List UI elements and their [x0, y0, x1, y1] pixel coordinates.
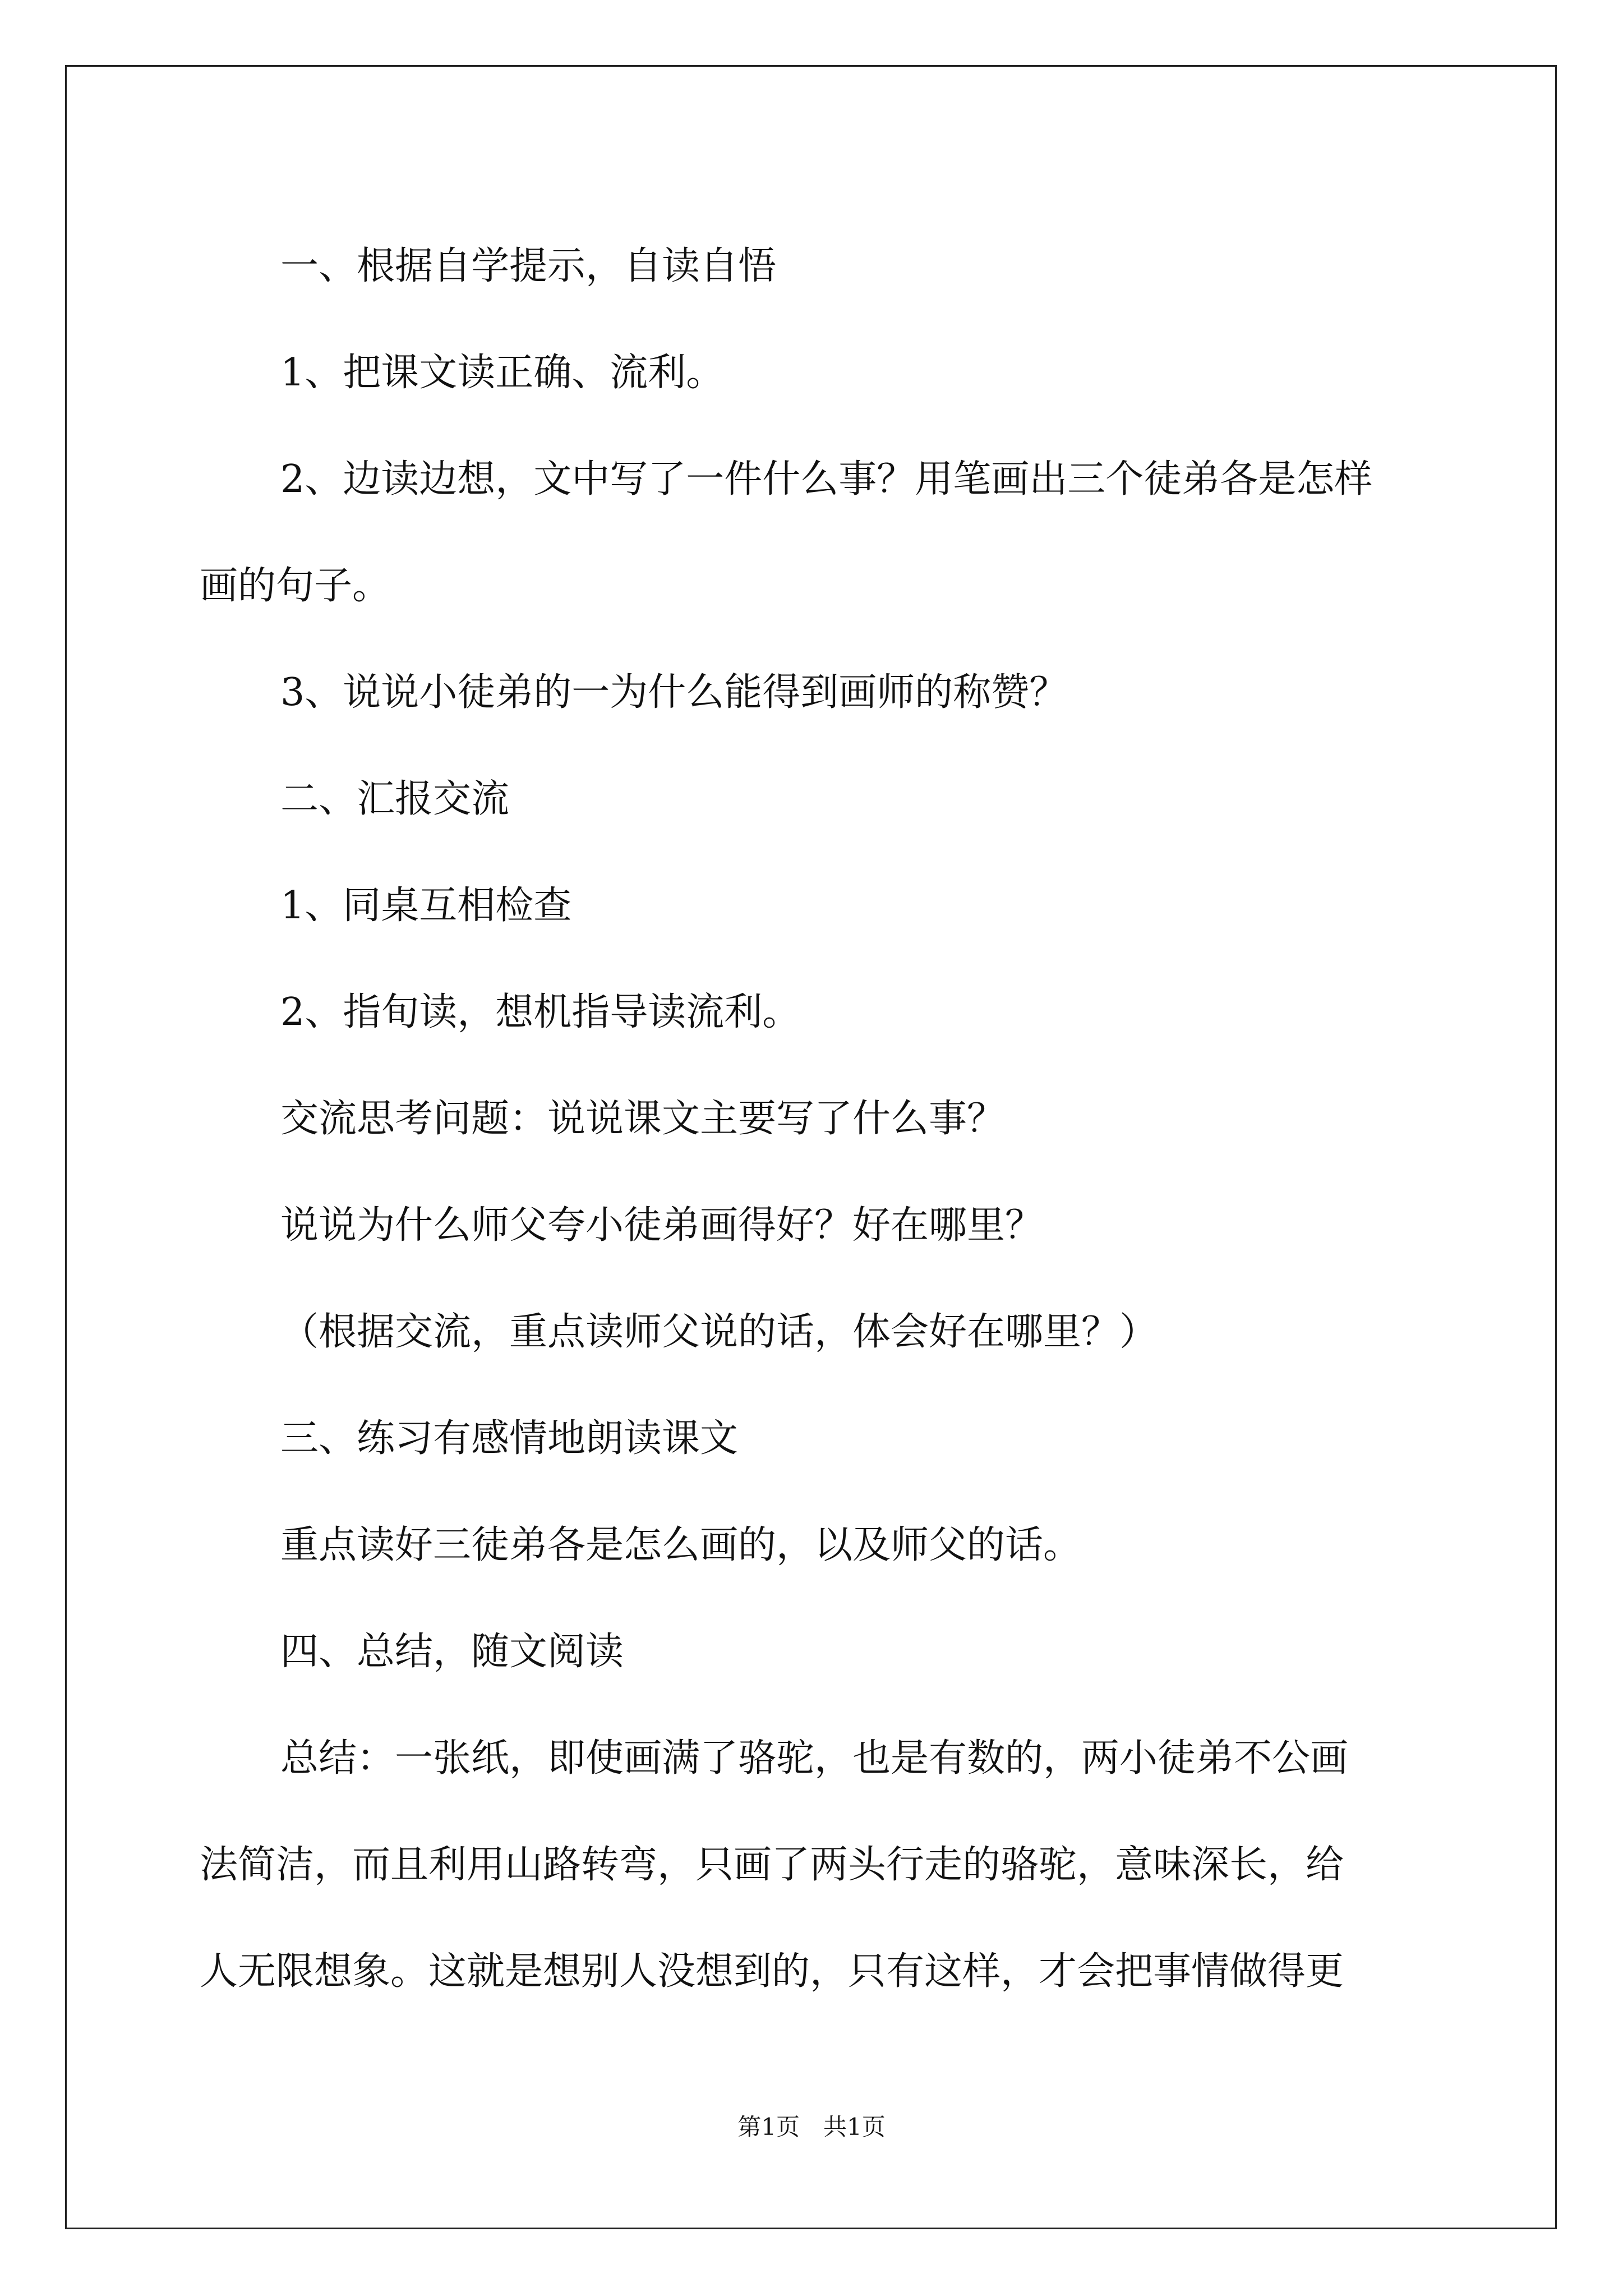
page-number-footer: 第1页 共1页 — [737, 2113, 886, 2141]
paragraph-line: 法简洁，而且利用山路转弯，只画了两头行走的骆驼，意味深长，给 — [200, 1843, 1344, 1887]
paragraph-heading-1: 一、根据自学提示，自读自悟 — [280, 244, 777, 288]
paragraph-heading-4: 四、总结，随文阅读 — [280, 1630, 624, 1674]
paragraph-line: 2、边读边想，文中写了一件什么事？用笔画出三个徒弟各是怎样 — [280, 457, 1373, 501]
paragraph-line: 交流思考问题：说说课文主要写了什么事？ — [280, 1097, 1006, 1141]
paragraph-heading-3: 三、练习有感情地朗读课文 — [280, 1416, 739, 1461]
paragraph-line: 画的句子。 — [200, 564, 391, 608]
paragraph-line: 说说为什么师父夸小徒弟画得好？好在哪里？ — [280, 1203, 1044, 1248]
paragraph-line: 重点读好三徒弟各是怎么画的，以及师父的话。 — [280, 1523, 1082, 1567]
paragraph-line: 总结：一张纸，即使画满了骆驼，也是有数的，两小徒弟不公画 — [280, 1736, 1349, 1780]
paragraph-line: 3、说说小徒弟的一为什么能得到画师的称赞？ — [280, 670, 1068, 715]
paragraph-line: 1、把课文读正确、流利。 — [280, 351, 725, 395]
paragraph-line: 2、指旬读，想机指导读流利。 — [280, 990, 801, 1034]
paragraph-line: （根据交流，重点读师父说的话，体会好在哪里？） — [280, 1310, 1158, 1354]
paragraph-line: 人无限想象。这就是想别人没想到的，只有这样，才会把事情做得更 — [200, 1949, 1344, 1994]
paragraph-heading-2: 二、汇报交流 — [280, 777, 510, 821]
paragraph-line: 1、同桌互相检查 — [280, 884, 572, 928]
document-body — [200, 213, 1433, 2025]
